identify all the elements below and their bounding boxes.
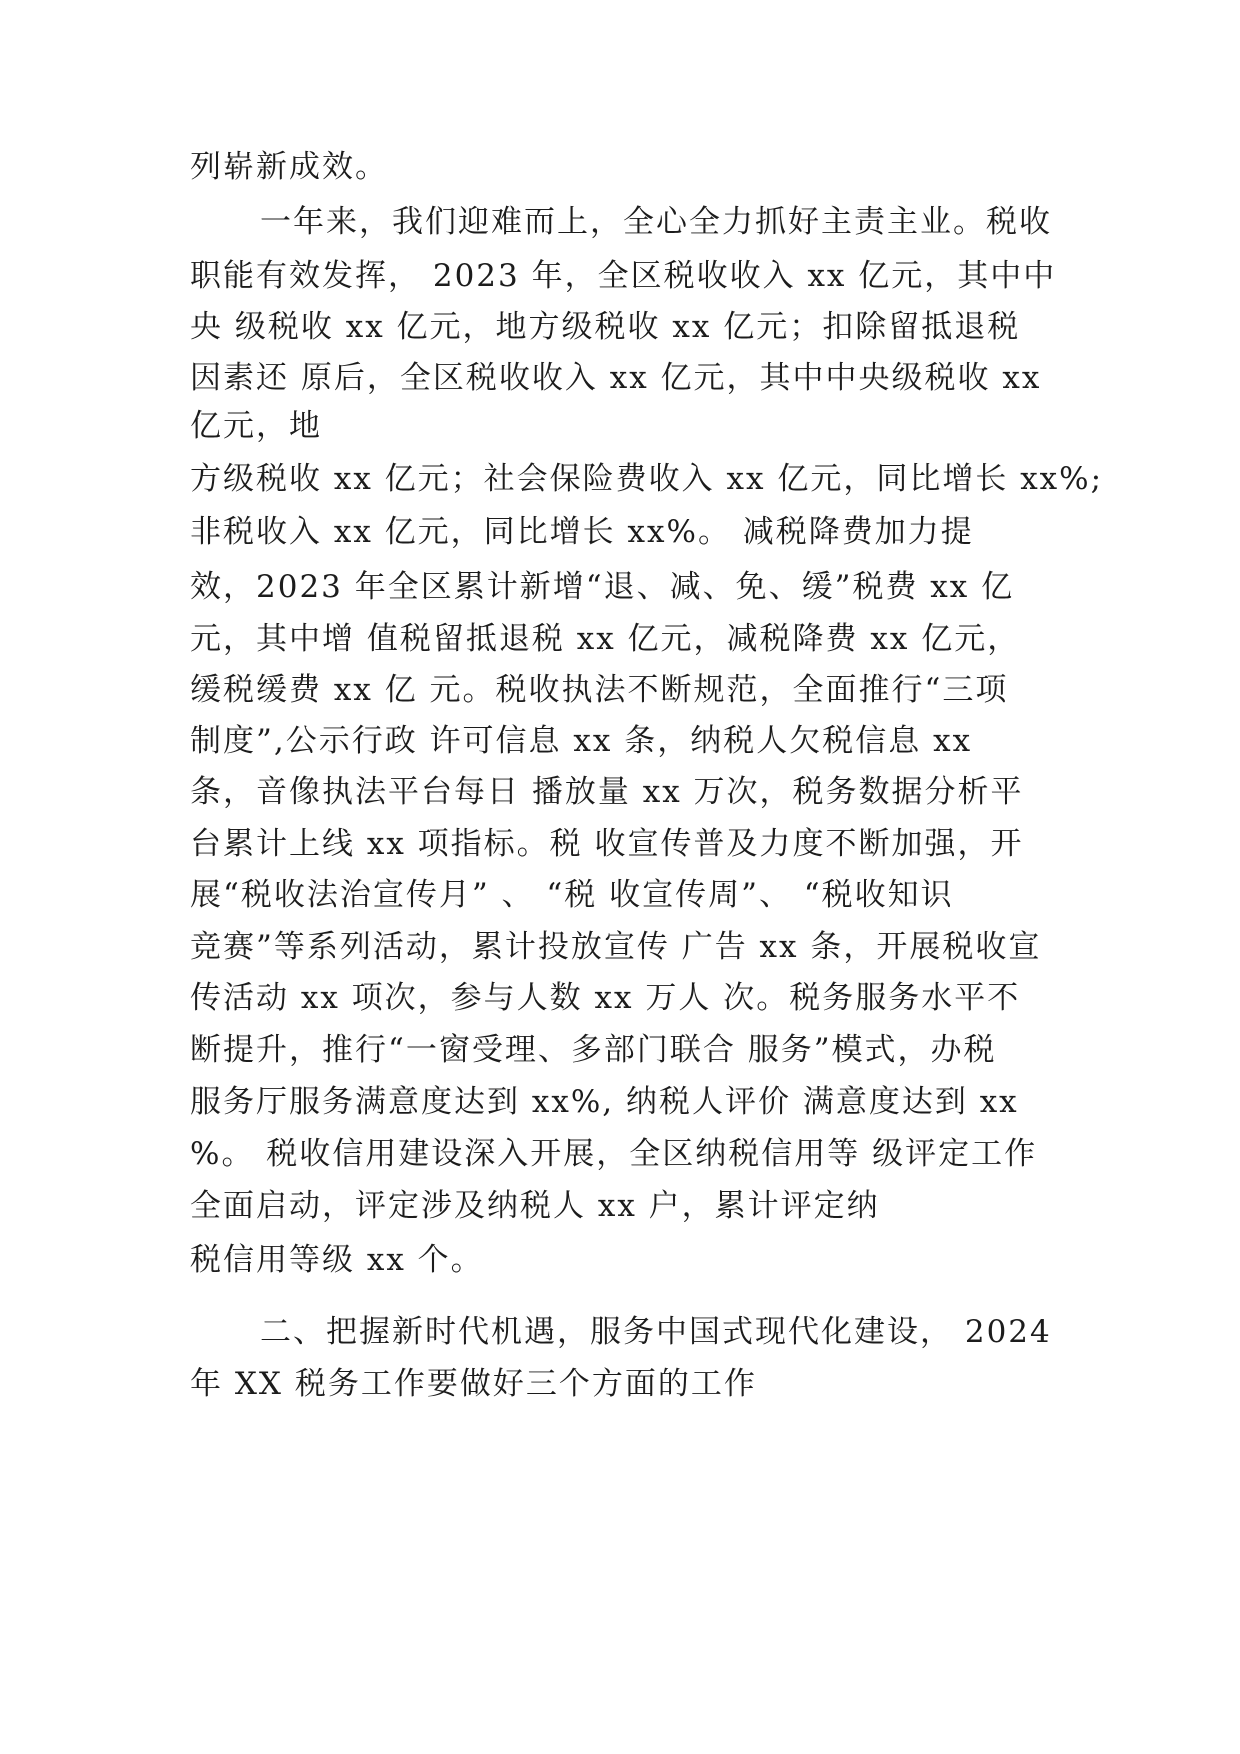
text-line: 税信用等级 xx 个。 bbox=[190, 1242, 484, 1278]
text-line: 展“税收法治宣传月” 、 “税 收宣传周”、 “税收知识 bbox=[190, 877, 954, 913]
text-line: 台累计上线 xx 项指标。税 收宣传普及力度不断加强，开 bbox=[190, 826, 1024, 862]
text-line: 传活动 xx 项次，参与人数 xx 万人 次。税务服务水平不 bbox=[190, 980, 1021, 1016]
text-line: 非税收入 xx 亿元，同比增长 xx%。 减税降费加力提 bbox=[190, 514, 974, 550]
text-line: 服务厅服务满意度达到 xx%, 纳税人评价 满意度达到 xx bbox=[190, 1084, 1019, 1120]
text-line: 条，音像执法平台每日 播放量 xx 万次，税务数据分析平 bbox=[190, 774, 1024, 810]
text-line: 职能有效发挥， 2023 年，全区税收收入 xx 亿元，其中中 bbox=[190, 258, 1057, 294]
text-line: 效，2023 年全区累计新增“退、减、免、缓”税费 xx 亿 bbox=[190, 569, 1015, 605]
paragraph-first-line: 一年来，我们迎难而上，全心全力抓好主责主业。税收 bbox=[260, 204, 1052, 240]
text-line-closing: 列崭新成效。 bbox=[190, 149, 388, 185]
section-heading-continued: 年 XX 税务工作要做好三个方面的工作 bbox=[190, 1366, 757, 1402]
text-line: 央 级税收 xx 亿元，地方级税收 xx 亿元；扣除留抵退税 bbox=[190, 309, 1021, 345]
section-heading: 二、把握新时代机遇，服务中国式现代化建设， 2024 bbox=[260, 1314, 1052, 1350]
text-line: 断提升，推行“一窗受理、多部门联合 服务”模式，办税 bbox=[190, 1032, 997, 1068]
text-line: 方级税收 xx 亿元；社会保险费收入 xx 亿元，同比增长 xx%; bbox=[190, 461, 1104, 497]
text-line: 缓税缓费 xx 亿 元。税收执法不断规范，全面推行“三项 bbox=[190, 672, 1009, 708]
text-line: 元，其中增 值税留抵退税 xx 亿元，减税降费 xx 亿元， bbox=[190, 621, 1021, 657]
text-line: %。 税收信用建设深入开展，全区纳税信用等 级评定工作 bbox=[190, 1136, 1038, 1172]
text-line: 全面启动，评定涉及纳税人 xx 户，累计评定纳 bbox=[190, 1188, 880, 1224]
text-line: 制度”,公示行政 许可信息 xx 条，纳税人欠税信息 xx bbox=[190, 723, 973, 759]
text-line: 因素还 原后，全区税收收入 xx 亿元，其中中央级税收 xx bbox=[190, 360, 1042, 396]
text-line: 竞赛”等系列活动，累计投放宣传 广告 xx 条，开展税收宣 bbox=[190, 929, 1042, 965]
text-line: 亿元，地 bbox=[190, 408, 322, 444]
